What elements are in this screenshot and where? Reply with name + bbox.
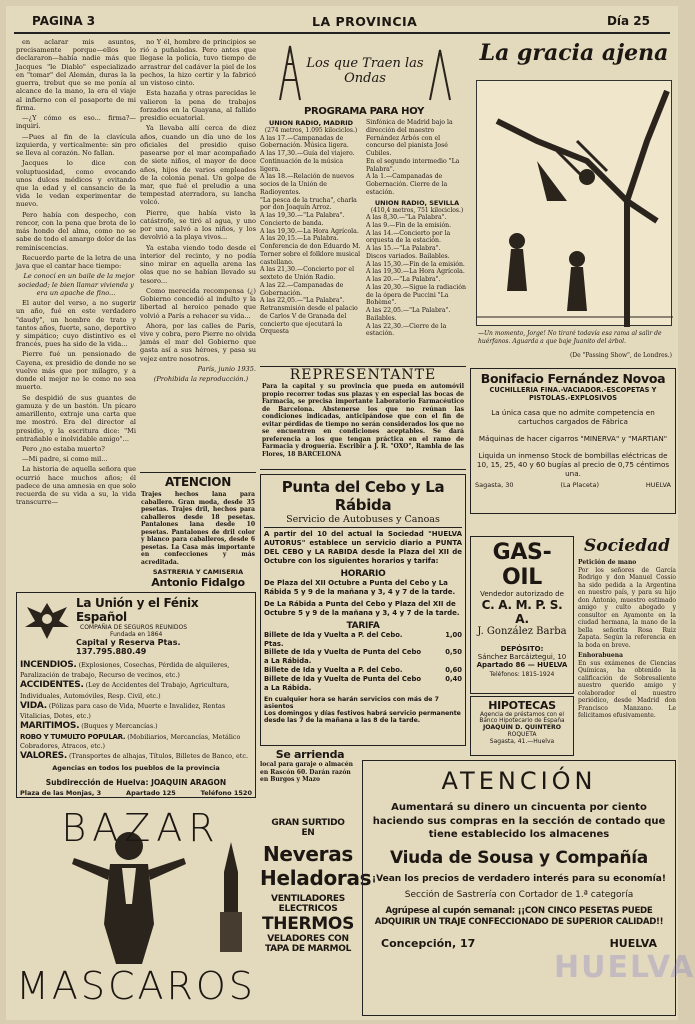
ad-subtitle: Servicio de Autobuses y Canoas <box>286 514 440 525</box>
ad-line: Agrúpese al cupón semanal: ¡¡CON CINCO PESETAS PUEDE ADQUIRIR UN TRAJE CONFECCIONADO DE SUPERIOR CALIDAD!! <box>374 905 664 928</box>
paragraph: —Pues al fin de la clavícula izquierda, y verticalmente: sin pro se lleva al corazón. No fallan. <box>16 132 136 158</box>
ad-body: Para la capital y su provincia que pueda en automóvil propio recorrer todas sus plazas y en especial las bocas de Farmacia, se precisa importante Laboratorio Farmacéutico de Barcelona. Abstenerse los que no reúnan las condiciones indicadas, anticipándose que con el fin de evitar pérdidas de tiempo no serán considerados los que no se encuentren en condiciones aceptables. Se dará preferencia a los que tengan práctica en el ramo de Farmacia y droguería. Escribir a J. R. "OXO", Rambla de las Flores, 18 BARCELONA <box>262 383 464 458</box>
cartoon-illustration <box>476 80 672 326</box>
program-item: A las 17,30.—Guía del viajero. Continuación de la música ligera. <box>260 150 355 173</box>
paragraph: La historia de aquella señora que ocurrió hace muchos años; él padece de una amnesia en que solo recuerda de su vida a su, la vida transcurre— <box>16 465 136 507</box>
program-item: A las 9.—Fin de la emisión. <box>366 221 452 229</box>
subdirection-line: Subdirección de Huelva: JOAQUIN ARAGON <box>45 778 227 787</box>
ad-title: La Unión y el Fénix Español <box>76 596 199 624</box>
paragraph: Pierre, que había visto la catástrofe, se tiró al agua, y uno por uno, salvó a los niños, y los devolvió a la playa vivos... <box>140 208 256 242</box>
station-name: UNION RADIO, SEVILLA <box>374 198 460 207</box>
program-item: A la 1.—Campanadas de Gobernación. Cierre de la estación. <box>366 173 448 196</box>
station-frequency: (410,4 metros, 751 kilociclos.) <box>370 206 464 214</box>
fare-row: Billete de Ida y Vuelta de Punta del Cebo a La Rábida. 0,50 <box>264 648 462 666</box>
cartoon-section <box>472 40 676 366</box>
founded-line: Fundada en 1864 <box>110 631 163 638</box>
phoenix-icon <box>23 597 71 643</box>
paragraph: en aclarar mis asuntos, precisamente porque—ellos lo declararon—había nadie más que Jacques "le Diablo" especializado en "tomar" del Alemán, duras la la guerra, trebut que se me ponía al alcance de la mano, la era el viaje al infierno con el pasaporte de mi firma. <box>16 38 136 112</box>
paragraph: Recuerdo parte de la letra de una java que el cantar hace tiempo: <box>16 253 136 271</box>
program-item: A las 19,30.—"La Palabra". Concierto de banda. <box>260 212 345 227</box>
program-item: A las 14.—Concierto por la orquesta de la estación. <box>366 229 451 245</box>
cartoon-title: La gracia ajena <box>479 40 669 66</box>
cartoon-source: (De "Passing Show", de Londres.) <box>569 352 672 359</box>
radio-program <box>260 106 468 362</box>
ad-line: Sección de Sastrería con Cortador de 1.ª categoría <box>404 889 634 900</box>
article-column-1 <box>16 38 136 586</box>
insurance-line: ACCIDENTES. (Ley de Accidentes del Trabajo, Agricultura, Individuales, Automóviles, Resp. Civil, etc.) <box>20 680 230 700</box>
hipotecas-ad <box>470 696 574 756</box>
ad-line: GRAN SURTIDO <box>271 818 345 828</box>
program-item: A las 20,15.—La Palabra. Conferencia de don Eduardo M. Torner sobre el folklore musical castellano. <box>260 235 361 266</box>
verse: Le conocí en un baile de la mejor sociedad; le bien llamar vivienda y era un apache de fino... <box>18 272 135 297</box>
program-item: A las 15,30.—Fin de la emisión. <box>366 260 465 268</box>
program-item: A las 18.—Relación de nuevos socios de la Unión de Radioyentes. <box>260 173 354 196</box>
program-item: "La pesca de la trucha", charla por don Joaquín Arroz. <box>260 196 357 212</box>
ad-line: Agencia de préstamos con el Banco Hipotecario de España <box>479 712 565 724</box>
program-item: A las 19,30.—La Hora Agrícola. <box>260 227 359 235</box>
insurance-line: INCENDIOS. (Explosiones, Cosechas, Pérdida de alquileres, Paralización de trabajo, Recurso de vecinos, etc.) <box>20 660 230 680</box>
ad-headline: Heladoras <box>260 866 372 890</box>
article-column-2 <box>140 38 256 470</box>
contact-line: Plaza de las Monjas, 3 Apartado 125 Teléfono 1520 <box>20 789 252 797</box>
paragraph: Ahora, por las calles de París, vive y cobra, pero Pierre no olvida jamás el mar del Gobierno que gasta así a sus héroes, y pasa su vejez entre nosotros. <box>140 321 256 363</box>
paragraph: Por los señores de García Rodrigo y don Manuel Cossío ha sido pedida a la Argentina en nuestro país, y para su hijo don Antonio, muestro estimado amigo y culto abogado y consultor en Ayamonte en la ciudad hermana, la mano de la bella señorita Rosa Ruiz Zapata. Según la referencia en la boda en breve. <box>578 566 676 649</box>
paragraph: En sus exámenes de Ciencias Químicas, ha obtenido la calificación de Sobresaliente nuestro querido amigo y colaborador el nuestro periódico, desde Madrid don Francisco Manzano. Le felicitamos efusivamente. <box>578 659 676 719</box>
schedule-title: HORARIO <box>340 569 386 580</box>
page-header <box>14 10 670 34</box>
paragraph: Ya llevaba allí cerca de diez años, cuando un día uno de los oficiales del presidio quiso pasearse por el mar acompañado de siete niños, el mayor de doce años, hijos de varios empleados de la colonia penal. Un golpe de mar, que fué el preludio a una tempestad aterradora, su lancha volcó. <box>140 124 256 207</box>
program-title: PROGRAMA PARA HOY <box>303 106 425 117</box>
address-line: Sagasta, 30 (La Placeta) HUELVA <box>475 481 671 489</box>
masthead-title: LA PROVINCIA <box>312 14 418 29</box>
bazar-name: MASCAROS <box>16 964 256 1008</box>
ad-line: VELADORES CON <box>267 934 349 944</box>
insurance-line: ROBO Y TUMULTO POPULAR. (Mobiliarios, Mercancías, Metálico Cobradores, Atracos, etc.) <box>20 733 241 750</box>
program-sevilla <box>366 119 468 338</box>
ad-line: ELECTRICOS <box>278 904 338 914</box>
ad-line: Aumentará su dinero un cincuenta por ciento haciendo sus compras en la sección de contado que tiene establecido los almacenes <box>372 802 666 840</box>
archive-watermark: HUELVA <box>554 950 695 985</box>
program-item: A las 22.—Campanadas de Gobernación. <box>260 281 344 297</box>
bonifacio-ad <box>470 368 676 514</box>
paragraph: Ya estaba viendo todo desde el interior del recinto, y no podía sino mirar en aquella arena las olas que no se habían llevado su tesoro... <box>140 243 256 285</box>
store-name: Viuda de Sousa y Compañía <box>390 847 648 868</box>
ad-name: Antonio Fidalgo <box>151 576 245 589</box>
tower-illustration <box>216 842 246 952</box>
representante-ad <box>260 366 466 470</box>
ad-body: local para garaje o almacén en Rascón 60. Darán razón en Burgos y Mazo <box>260 761 353 783</box>
ad-note: Los domingos y días festivos habrá servicio permanente desde las 7 de la mañana a las 8 de la tarde. <box>264 709 461 724</box>
ad-body: Trajes hechos lana para caballero. Gran moda, desde 35 pesetas. Trajes dril, hechos para caballeros desde 18 pesetas. Pantalones lana desde 10 pesetas. Pantalones de dril color y blanco para caballeros, desde 6 pesetas. La Casa más importante en confecciones y más acreditada. <box>141 491 255 566</box>
ad-line: ROQUETA <box>507 731 537 738</box>
fare-row: Billete de Ida y Vuelta a P. del Cebo. 0,60 <box>264 666 462 675</box>
ad-line: ¡Vean los precios de verdadero interés para su economía! <box>372 873 666 884</box>
ad-title: ATENCION <box>165 475 231 489</box>
article-signoff: París, junio 1935. <box>197 364 256 373</box>
radio-section-title: Los que Traen las Ondas <box>306 56 424 86</box>
ad-line: La única casa que no admite competencia en cartuchos cargados de Fábrica <box>491 408 655 426</box>
paragraph: Pero ¿no estaba muerto? <box>22 445 105 454</box>
insurance-line: VALORES. (Transportes de alhajas, Títulos, Billetes de Banco, etc. <box>20 750 248 761</box>
ad-title: HIPOTECAS <box>488 699 556 712</box>
ad-line: TAPA DE MARMOL <box>264 944 352 954</box>
program-item: A las 22,30.—Cierre de la estación. <box>366 322 447 338</box>
ad-headline: THERMOS <box>261 914 355 934</box>
schedule-line: De Plaza del XII Octubre a Punta del Cebo y La Rábida 5 y 9 de la mañana y 3, 4 y 7 de la tarde. <box>264 579 456 597</box>
program-item: A las 17.—Campanadas de Gobernación. Música ligera. <box>260 134 349 150</box>
ad-line: JOAQUIN D. QUINTERO <box>483 724 561 731</box>
program-item: A las 22,05.—"La Palabra". Retransmisión desde el palacio de Carlos V de Granada del concierto que ejecutará la Orquesta <box>260 297 358 336</box>
program-item: Sinfónica de Madrid bajo la dirección del maestro Fernández Arbós con el concurso del pianista José Cubiles. <box>366 119 453 157</box>
address-line: Concepción, 17 HUELVA <box>381 936 657 950</box>
atencion-tailor-ad <box>140 472 256 590</box>
cartoon-caption: —Un momento, Jorge! No tiraré todavía esa rama al salir de huérfanos. Aguarda a que baje Juanito del árbol. <box>478 330 662 345</box>
neveras-ad <box>260 812 372 1022</box>
ad-title: Punta del Cebo y La Rábida <box>281 478 445 514</box>
radio-section-banner <box>260 40 466 102</box>
ad-title: ATENCIÓN <box>441 767 597 795</box>
agencies-line: Agencias en todos los pueblos de la provincia <box>52 764 220 772</box>
ad-title: GAS-OIL <box>492 540 552 590</box>
station-name: UNION RADIO, MADRID <box>268 119 354 127</box>
paragraph: Pero había con despecho, con rencor, con la pena que brota de lo más hondo del alma, como no se sabe de todo el amargo dolor de las reminiscencias. <box>16 210 136 252</box>
program-item: A las 20.—"La Palabra". <box>366 276 441 284</box>
bazar-mascaros-ad <box>16 802 256 1020</box>
paragraph: Se despidió de sus guantes de gamuza y de un bastón. Un pícaro amarillento, extraje una carta que me mostró. Era del director al presidio, y la escritura dice: "Mi entrañable e inolvidable amigo"... <box>16 393 136 443</box>
ad-intro: A partir del 10 del actual la Sociedad "HUELVA AUTORUS" establece un servicio diario a PUNTA DEL CEBO y LA RABIDA desde la Plaza del XII de Octubre con los siguientes horarios y tarifa: <box>264 530 462 566</box>
program-item: Discos variados. Bailables. <box>366 252 450 260</box>
ad-headline: Neveras <box>262 842 354 866</box>
section-title: Sociedad <box>583 536 671 556</box>
capital-line: Capital y Reserva Ptas. 137.795.880.49 <box>76 638 181 656</box>
ad-line: Teléfonos: 1815-1924 <box>489 671 555 678</box>
program-item: En el segundo intermedio "La Palabra". <box>366 157 460 173</box>
paragraph: Pierre fué un pensionado de Cayena, ex presidio de donde no se vuelve más que por milagro, y a donde el mejor no le como no sea muerto. <box>16 350 136 392</box>
ad-line: Máquinas de hacer cigarros "MINERVA" y "MARTIAN" <box>478 434 668 443</box>
ad-line: Liquida un inmenso Stock de bombillas eléctricas de 10, 15, 25, 40 y 60 bugías al precio de 0,75 céntimos una. <box>476 451 670 478</box>
subheading: Petición de mano <box>578 559 637 566</box>
bazar-title: BAZAR <box>61 806 221 850</box>
ad-note: En cualquier hora se harán servicios con más de 7 asientos <box>264 695 439 710</box>
program-item: A las 22,05.—"La Palabra". Bailables. <box>366 307 451 322</box>
fare-title: TARIFA <box>346 620 380 631</box>
sociedad-column <box>578 536 676 758</box>
paragraph: no Y él, hombre de principios se rió a puñaladas. Pero antes que llegase la policía, tuvo tiempo de arrastrar del cadáver la piel de los pechos, la hizo certir y la fabricó un vistoso cinto. <box>140 38 256 88</box>
ad-line: J. González Barba <box>477 626 567 637</box>
insurance-line: MARITIMOS. (Buques y Mercancías.) <box>20 720 158 731</box>
newspaper-page <box>6 6 695 1020</box>
subheading: Enhorabuena <box>578 652 623 659</box>
program-item: A las 19,30.—La Hora Agrícola. <box>366 268 465 276</box>
ad-subtitle: COMPAÑIA DE SEGUROS REUNIDOS <box>80 624 188 631</box>
program-item: A las 15.—"La Palabra". <box>366 245 441 253</box>
ad-line: VENTILADORES <box>271 894 345 904</box>
paragraph: Jacques lo dice con voluptuosidad, como evocando unos dulces médicos y evitando que la edad y el cansancio de la vida le vedan experimentar de nuevo. <box>16 159 136 209</box>
ad-line: Apartado 86 — HUELVA <box>476 661 568 669</box>
union-fenix-ad <box>16 592 256 798</box>
paragraph: —Mi padre, si como mil... <box>22 455 108 464</box>
ad-line: C. A. M. P. S. A. <box>481 598 563 626</box>
ad-title: REPRESENTANTE <box>289 367 437 383</box>
insurance-line: VIDA. (Pólizas para caso de Vida, Muerte e Invalidez, Rentas Vitalicias, Dotes, etc.) <box>20 700 226 720</box>
schedule-line: De La Rábida a Punta del Cebo y Plaza del XII de Octubre 5 y 9 de la mañana y 3, 4 y 7 de la tarde. <box>264 599 460 617</box>
program-item: A las 8,30.—"La Palabra". <box>366 214 447 222</box>
ad-subtitle: SASTRERIA Y CAMISERIA <box>152 568 244 576</box>
ad-title: Bonifacio Fernández Novoa <box>480 371 666 386</box>
ad-line: Sánchez Barcáiztegui, 10 <box>477 653 567 661</box>
paragraph: Esta hazaña y otras parecidas le valieron la pena de trabajos forzados en la Guayana, al fallido presidio ecuatorial. <box>140 89 256 123</box>
paragraph: —¿Y cómo es eso... firma?—inquirí. <box>16 114 136 131</box>
station-frequency: (274 metros, 1.095 kilociclos.) <box>264 127 358 135</box>
issue-date: Día 25 <box>606 14 650 28</box>
ad-line: Sagasta, 41.—Huelva <box>489 738 555 745</box>
ad-line: Vendedor autorizado de <box>480 590 564 598</box>
fare-row: Billete de Ida y Vuelta de Punta del Cebo a La Rábida. 0,40 <box>264 674 462 692</box>
fare-row: Billete de Ida y Vuelta a P. del Cebo. Ptas. 1,00 <box>264 630 462 648</box>
gasoil-ad <box>470 536 574 694</box>
punta-cebo-ad <box>260 474 466 746</box>
ad-title: Se arrienda <box>275 748 345 761</box>
ad-subtitle: CUCHILLERIA FINA.-VACIADOR.-ESCOPETAS Y PISTOLAS.-EXPLOSIVOS <box>489 386 657 402</box>
ad-line: DEPÓSITO: <box>500 645 544 653</box>
paragraph: Como merecida recompensa (¿) Gobierno concedió al indulto y la libertad al heroico penado que volvió a París a rehacer su vida... <box>140 286 256 320</box>
page-number: PAGINA 3 <box>32 14 96 28</box>
program-item: A las 21,30.—Concierto por el sexteto de Unión Radio. <box>260 266 355 282</box>
program-madrid <box>260 119 362 338</box>
program-item: A las 20,30.—Sigue la radiación de la ópera de Puccini "La Bohème". <box>366 283 466 307</box>
ad-line: EN <box>301 828 315 838</box>
reproduction-note: (Prohibida la reproducción.) <box>153 375 249 384</box>
paragraph: El autor del verso, a no sugerir un año, fué en este verdadero "daudy", un hombre de trato y tantos años, fuerte, sano, deportivo y simpático; cuyo distintivo es el francés, pues ha sido de la vida... <box>16 299 136 349</box>
se-arrienda-ad <box>260 748 360 810</box>
